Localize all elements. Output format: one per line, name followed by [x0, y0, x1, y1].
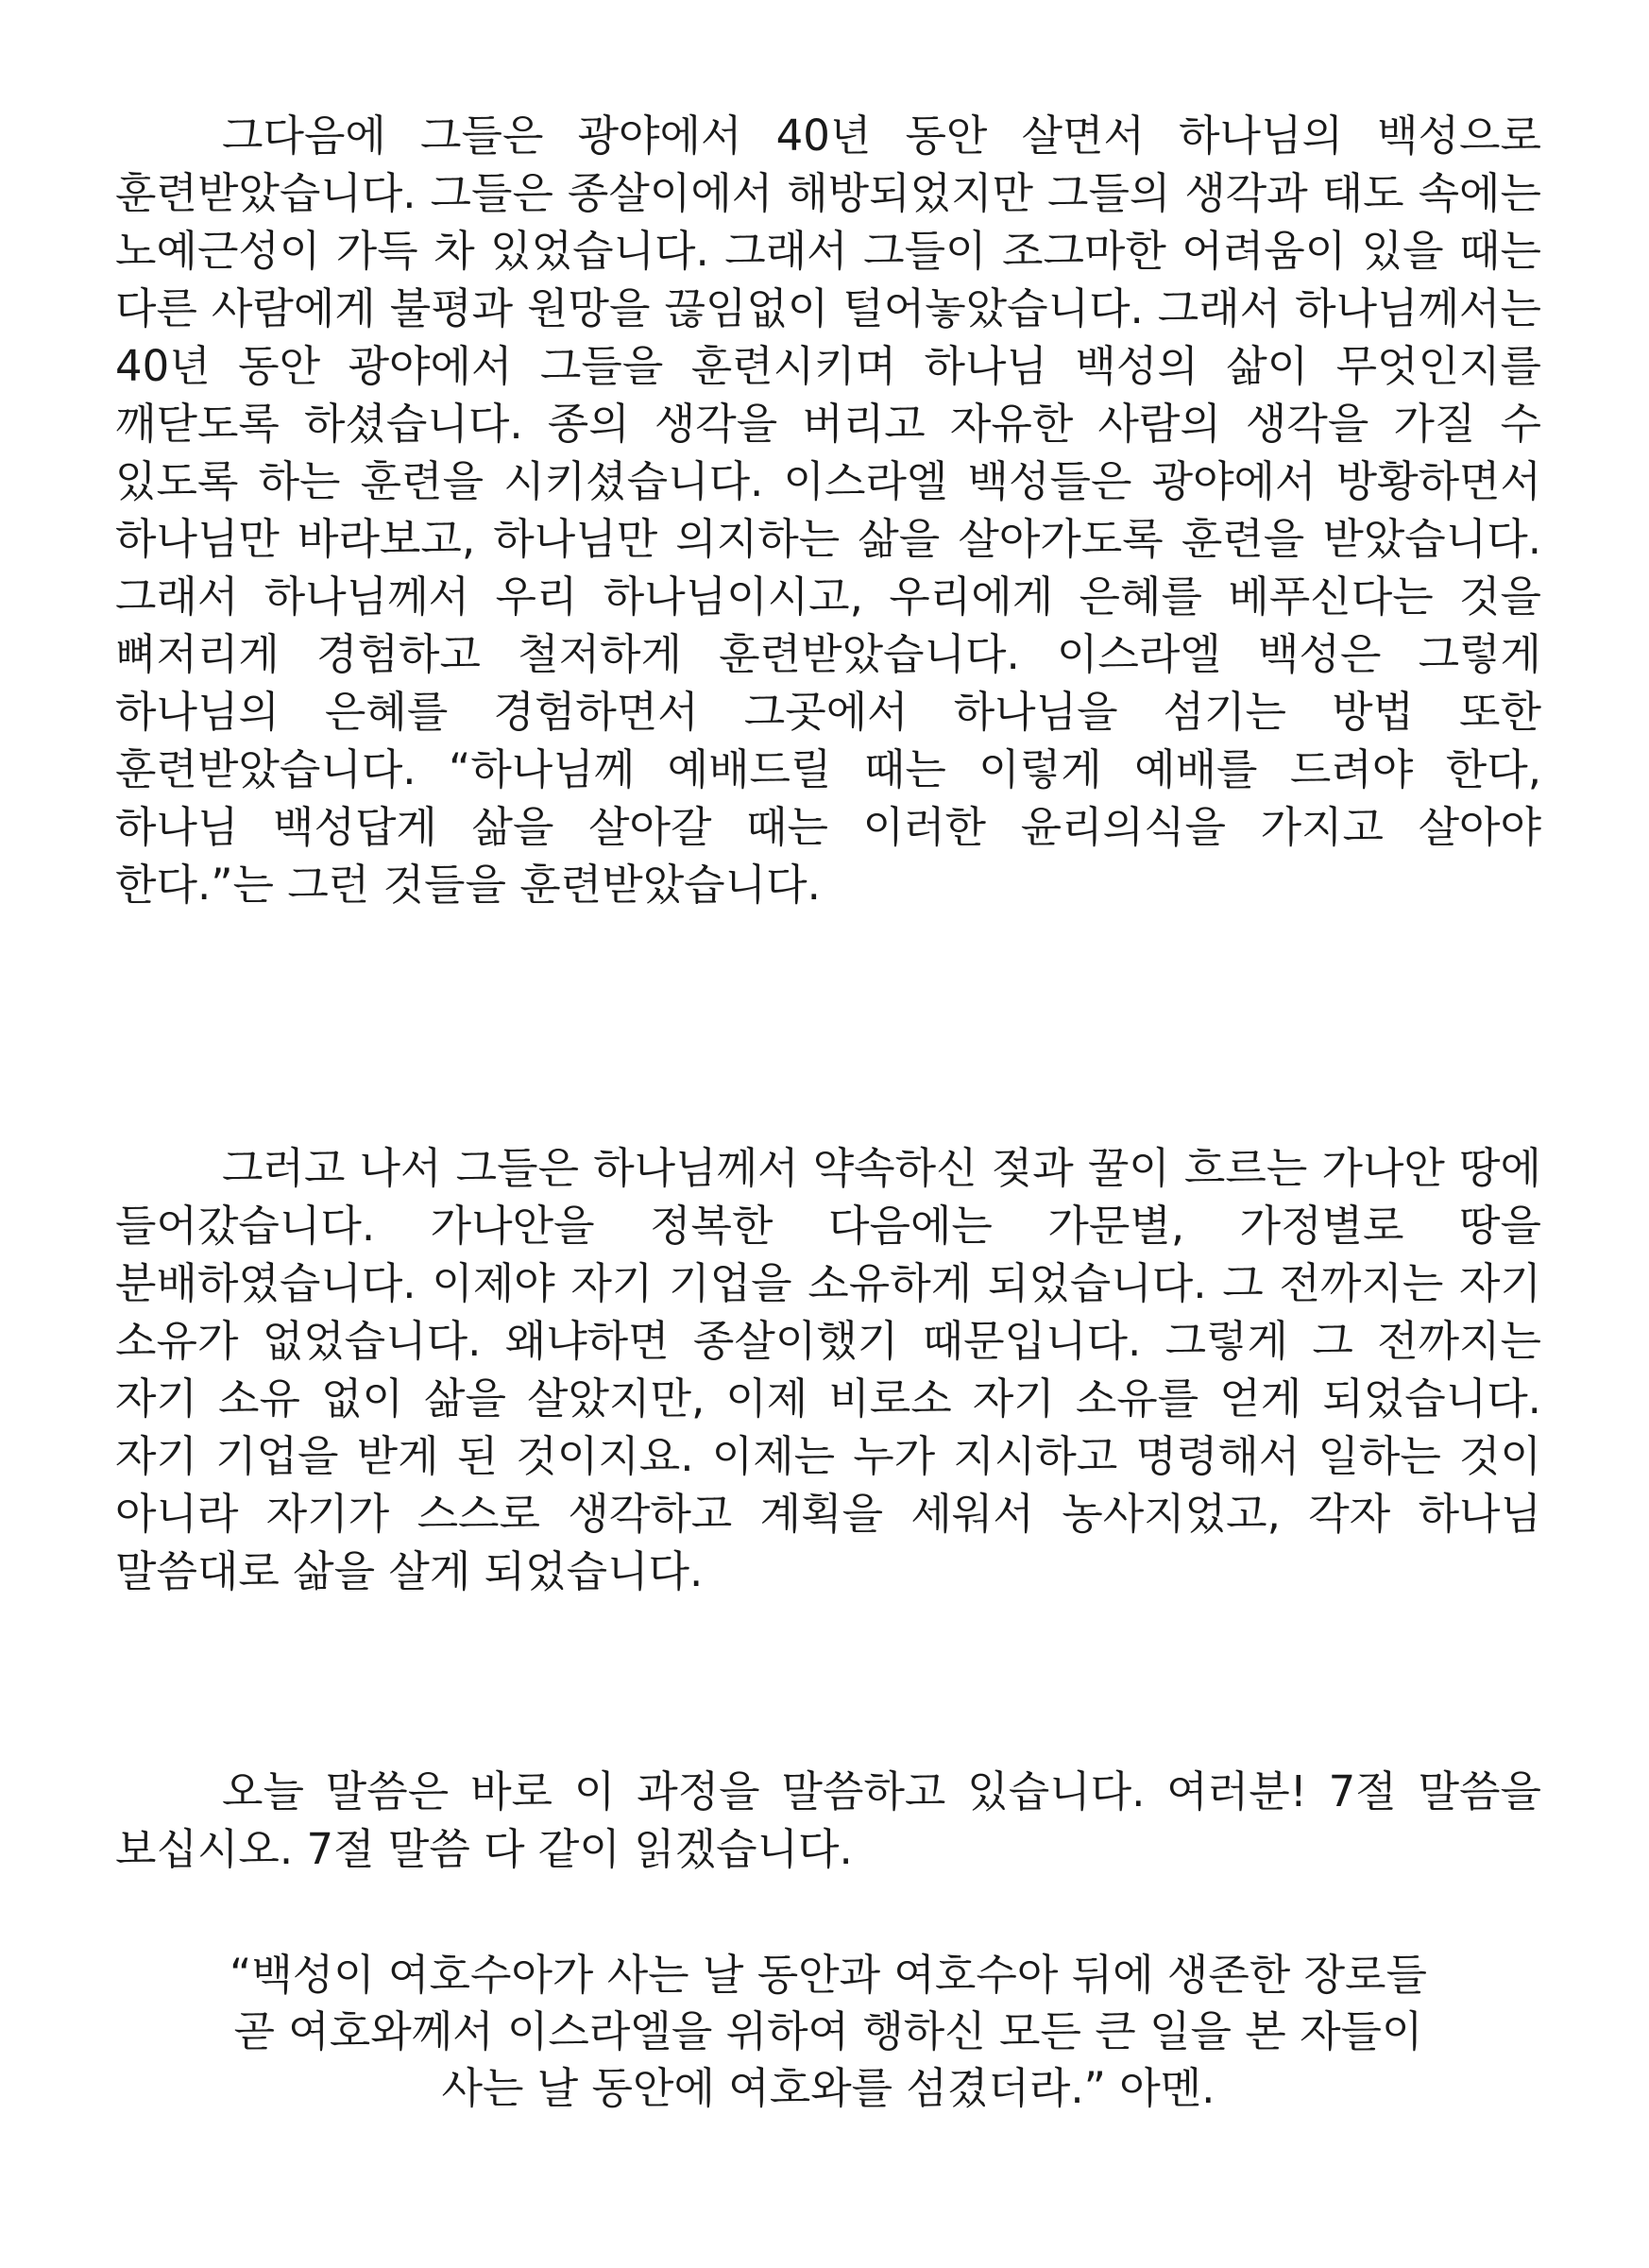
scripture-quote-line: 사는 날 동안에 여호와를 섬겼더라.” 아멘.	[441, 2063, 1216, 2113]
paragraph-wilderness-training: 그다음에 그들은 광야에서 40년 동안 살면서 하나님의 백성으로 훈련받았습니다. 그들은 종살이에서 해방되었지만 그들의 생각과 태도 속에는 노예근성이 가득 차 있었습니다. 그래서 그들이 조그마한 어려움이 있을 때는 다른 사람에게 불평과 원망을 끊임없이 털어놓았습니다. 그래서 하나님께서는 40년 동안 광야에서 그들을 훈련시키며 하나님 백성의 삶이 무엇인지를 깨닫도록 하셨습니다. 종의 생각을 버리고 자유한 사람의 생각을 가질 수 있도록 하는 훈련을 시키셨습니다. 이스라엘 백성들은 광야에서 방황하면서 하나님만 바라보고, 하나님만 의지하는 삶을 살아가도록 훈련을 받았습니다. 그래서 하나님께서 우리 하나님이시고, 우리에게 은혜를 베푸신다는 것을 뼈저리게 경험하고 철저하게 훈련받았습니다. 이스라엘 백성은 그렇게 하나님의 은혜를 경험하면서 그곳에서 하나님을 섬기는 방법 또한 훈련받았습니다. “하나님께 예배드릴 때는 이렇게 예배를 드려야 한다, 하나님 백성답게 삶을 살아갈 때는 이러한 윤리의식을 가지고 살아야 한다.”는 그런 것들을 훈련받았습니다.	[115, 111, 1541, 910]
paragraph-today-message: 오늘 말씀은 바로 이 과정을 말씀하고 있습니다. 여러분! 7절 말씀을 보십시오. 7절 말씀 다 같이 읽겠습니다.	[115, 1766, 1541, 1874]
scripture-quote	[115, 1947, 1541, 2117]
scripture-quote-line: 곧 여호와께서 이스라엘을 위하여 행하신 모든 큰 일을 본 자들이	[233, 2006, 1423, 2056]
scripture-quote-line: “백성이 여호수아가 사는 날 동안과 여호수아 뒤에 생존한 장로들	[230, 1950, 1427, 2000]
paragraph-canaan-inheritance: 그러고 나서 그들은 하나님께서 약속하신 젖과 꿀이 흐르는 가나안 땅에 들어갔습니다. 가나안을 정복한 다음에는 가문별, 가정별로 땅을 분배하였습니다. 이제야 자기 기업을 소유하게 되었습니다. 그 전까지는 자기 소유가 없었습니다. 왜냐하면 종살이했기 때문입니다. 그렇게 그 전까지는 자기 소유 없이 삶을 살았지만, 이제 비로소 자기 소유를 얻게 되었습니다. 자기 기업을 받게 된 것이지요. 이제는 누가 지시하고 명령해서 일하는 것이 아니라 자기가 스스로 생각하고 계획을 세워서 농사지었고, 각자 하나님 말씀대로 삶을 살게 되었습니다.	[115, 1143, 1541, 1596]
